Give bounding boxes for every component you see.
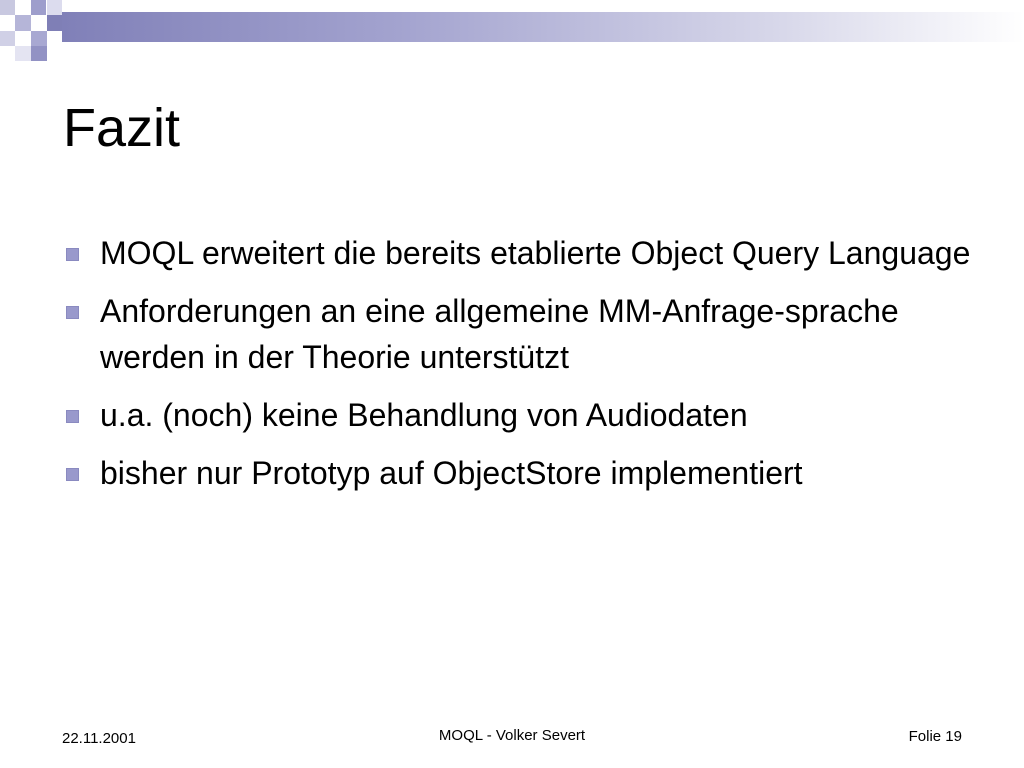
footer-slide-number: Folie 19 <box>908 728 962 745</box>
footer-date: 22.11.2001 <box>62 730 136 747</box>
bullet-item <box>62 230 982 276</box>
square-bullet-icon <box>66 468 79 481</box>
bullet-item <box>62 288 982 380</box>
checker-square <box>47 15 62 31</box>
footer-presenter: MOQL - Volker Severt <box>438 727 586 744</box>
checker-square <box>15 15 31 31</box>
checker-square <box>15 46 31 61</box>
bullet-text: u.a. (noch) keine Behandlung von Audiodaten <box>100 397 748 433</box>
bullet-text: MOQL erweitert die bereits etablierte Object Query Language <box>100 235 971 271</box>
checker-square <box>0 31 15 46</box>
bullet-text: Anforderungen an eine allgemeine MM-Anfrage-sprache werden in der Theorie unterstützt <box>100 293 899 375</box>
square-bullet-icon <box>66 410 79 423</box>
checker-square <box>47 0 62 15</box>
bullet-text: bisher nur Prototyp auf ObjectStore implementiert <box>100 455 803 491</box>
slide-title: Fazit <box>63 98 181 158</box>
bullet-item <box>62 392 982 438</box>
square-bullet-icon <box>66 306 79 319</box>
header-decoration <box>0 0 1024 62</box>
square-bullet-icon <box>66 248 79 261</box>
bullet-list <box>62 230 982 508</box>
checker-square <box>0 0 15 15</box>
slide-footer <box>0 722 1024 752</box>
bullet-item <box>62 450 982 496</box>
checker-square <box>31 46 47 61</box>
checker-square <box>31 31 47 46</box>
checker-square <box>31 0 46 15</box>
gradient-bar <box>62 12 1024 42</box>
